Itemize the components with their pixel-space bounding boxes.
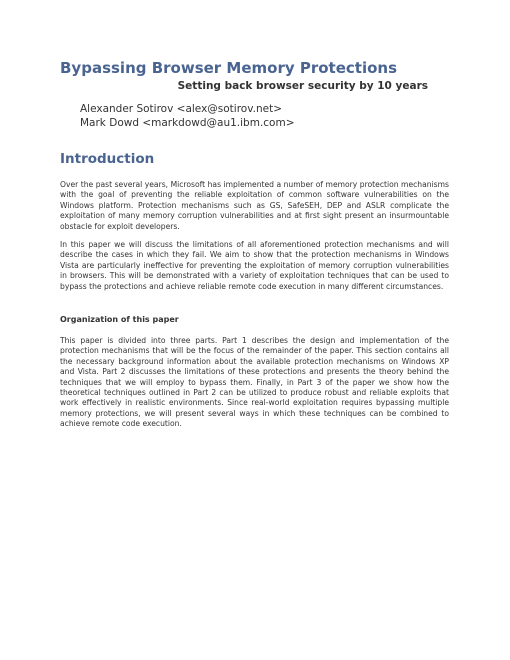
subsection-heading-organization: Organization of this paper bbox=[60, 315, 179, 324]
section-heading-introduction: Introduction bbox=[60, 151, 155, 167]
author-list bbox=[80, 102, 295, 130]
paper-title: Bypassing Browser Memory Protections bbox=[60, 59, 398, 77]
author-line: Mark Dowd <markdowd@au1.ibm.com> bbox=[80, 117, 295, 129]
paper-subtitle: Setting back browser security by 10 years bbox=[177, 80, 428, 92]
intro-paragraph: In this paper we will discuss the limitations of all aforementioned protection mechanisms and will describe the cases in which they fail. We aim to show that the protection mechanisms in Windows Vista are particularly ineffective for preventing the exploitation of memory corruption vulnerabilities in browsers. This will be demonstrated with a variety of exploitation techniques that can be used to bypass the protections and achieve reliable remote code execution in many different circumstances. bbox=[60, 240, 449, 291]
intro-paragraph: Over the past several years, Microsoft has implemented a number of memory protection mechanisms with the goal of preventing the reliable exploitation of common software vulnerabilities on the Windows platform. Protection mechanisms such as GS, SafeSEH, DEP and ASLR complicate the exploitation of many memory corruption vulnerabilities and at first sight present an insurmountable obstacle for exploit developers. bbox=[60, 180, 449, 231]
author-line: Alexander Sotirov <alex@sotirov.net> bbox=[80, 103, 282, 115]
organization-paragraph: This paper is divided into three parts. Part 1 describes the design and implementation of the protection mechanisms that will be the focus of the remainder of the paper. This section contains all the necessary background information about the available protection mechanisms on Windows XP and Vista. Part 2 discusses the limitations of these protections and presents the theory behind the techniques that we will employ to bypass them. Finally, in Part 3 of the paper we show how the theoretical techniques outlined in Part 2 can be utilized to produce robust and reliable exploits that work effectively in realistic environments. Since real-world exploitation requires bypassing multiple memory protections, we will present several ways in which these techniques can be combined to achieve remote code execution. bbox=[60, 336, 449, 429]
